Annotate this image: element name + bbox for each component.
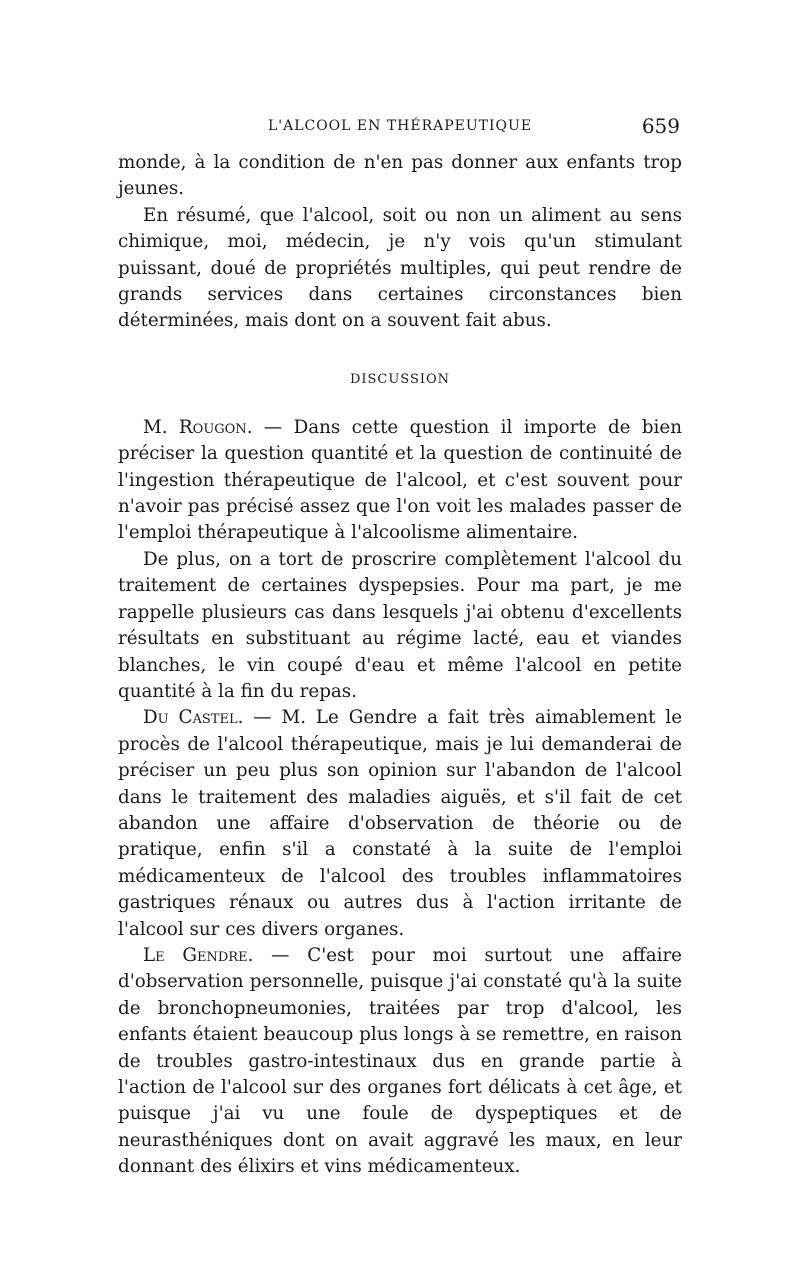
paragraph-du-castel [118, 705, 682, 943]
paragraph-continuation: monde, à la condition de n'en pas donner aux enfants trop jeunes. [118, 152, 682, 200]
speech-text: — M. Le Gendre a fait très aimablement le procès de l'alcool thérapeutique, mais je lui demanderai de préciser un peu plus son opinion sur l'abandon de l'alcool dans le traitement des maladies aiguës, et s'il fait de cet abandon une affaire d'observation de théorie ou de pratique, enfin s'il a constaté à la suite de l'emploi médicamenteux de l'alcool des troubles inflammatoires gastriques rénaux ou autres dus à l'action irritante de l'alcool sur ces divers organes. [118, 707, 683, 940]
paragraph-rougon-continued: De plus, on a tort de proscrire complètement l'alcool du traitement de certaines dyspepsies. Pour ma part, je me rappelle plusieurs cas dans lesquels j'ai obtenu d'excellents résultats en substituant au régime lacté, eau et viandes blanches, le vin coupé d'eau et même l'alcool en petite quantité à la fin du repas. [118, 548, 682, 702]
page-body [118, 150, 682, 1181]
speaker-name: Le Gendre. [143, 944, 254, 966]
paragraph-summary: En résumé, que l'alcool, soit ou non un aliment au sens chimique, moi, médecin, je n'y vois qu'un stimulant puissant, doué de propriétés multiples, qui peut rendre de grands services dans certaines circonstances bien déterminées, mais dont on a souvent fait abus. [118, 204, 682, 332]
speech-text: — C'est pour moi surtout une affaire d'observation personnelle, puisque j'ai constaté qu'à la suite de bronchopneumonies, traitées par trop d'alcool, les enfants étaient beaucoup plus longs à se remettre, en raison de troubles gastro-intestinaux dus en grande partie à l'action de l'alcool sur des organes fort délicats à cet âge, et puisque j'ai vu une foule de dyspeptiques et de neurasthéniques dont on avait aggravé les maux, en leur donnant des élixirs et vins médicamenteux. [118, 944, 682, 1178]
speaker-name: Du Castel. [143, 707, 244, 729]
page-number: 659 [641, 114, 680, 138]
running-title: L'ALCOOL EN THÉRAPEUTIQUE [267, 118, 533, 134]
paragraph-le-gendre [118, 943, 682, 1181]
running-head [118, 114, 682, 142]
paragraph-rougon [118, 415, 682, 547]
speaker-name: M. Rougon. [143, 416, 253, 438]
speech-text: — Dans cette question il importe de bien préciser la question quantité et la question de continuité de l'ingestion thérapeutique de l'alcool, et c'est souvent pour n'avoir pas précisé assez que l'on voit les malades passer de l'emploi thérapeutique à l'alcoolisme alimentaire. [118, 416, 682, 544]
section-title: DISCUSSION [349, 371, 451, 387]
